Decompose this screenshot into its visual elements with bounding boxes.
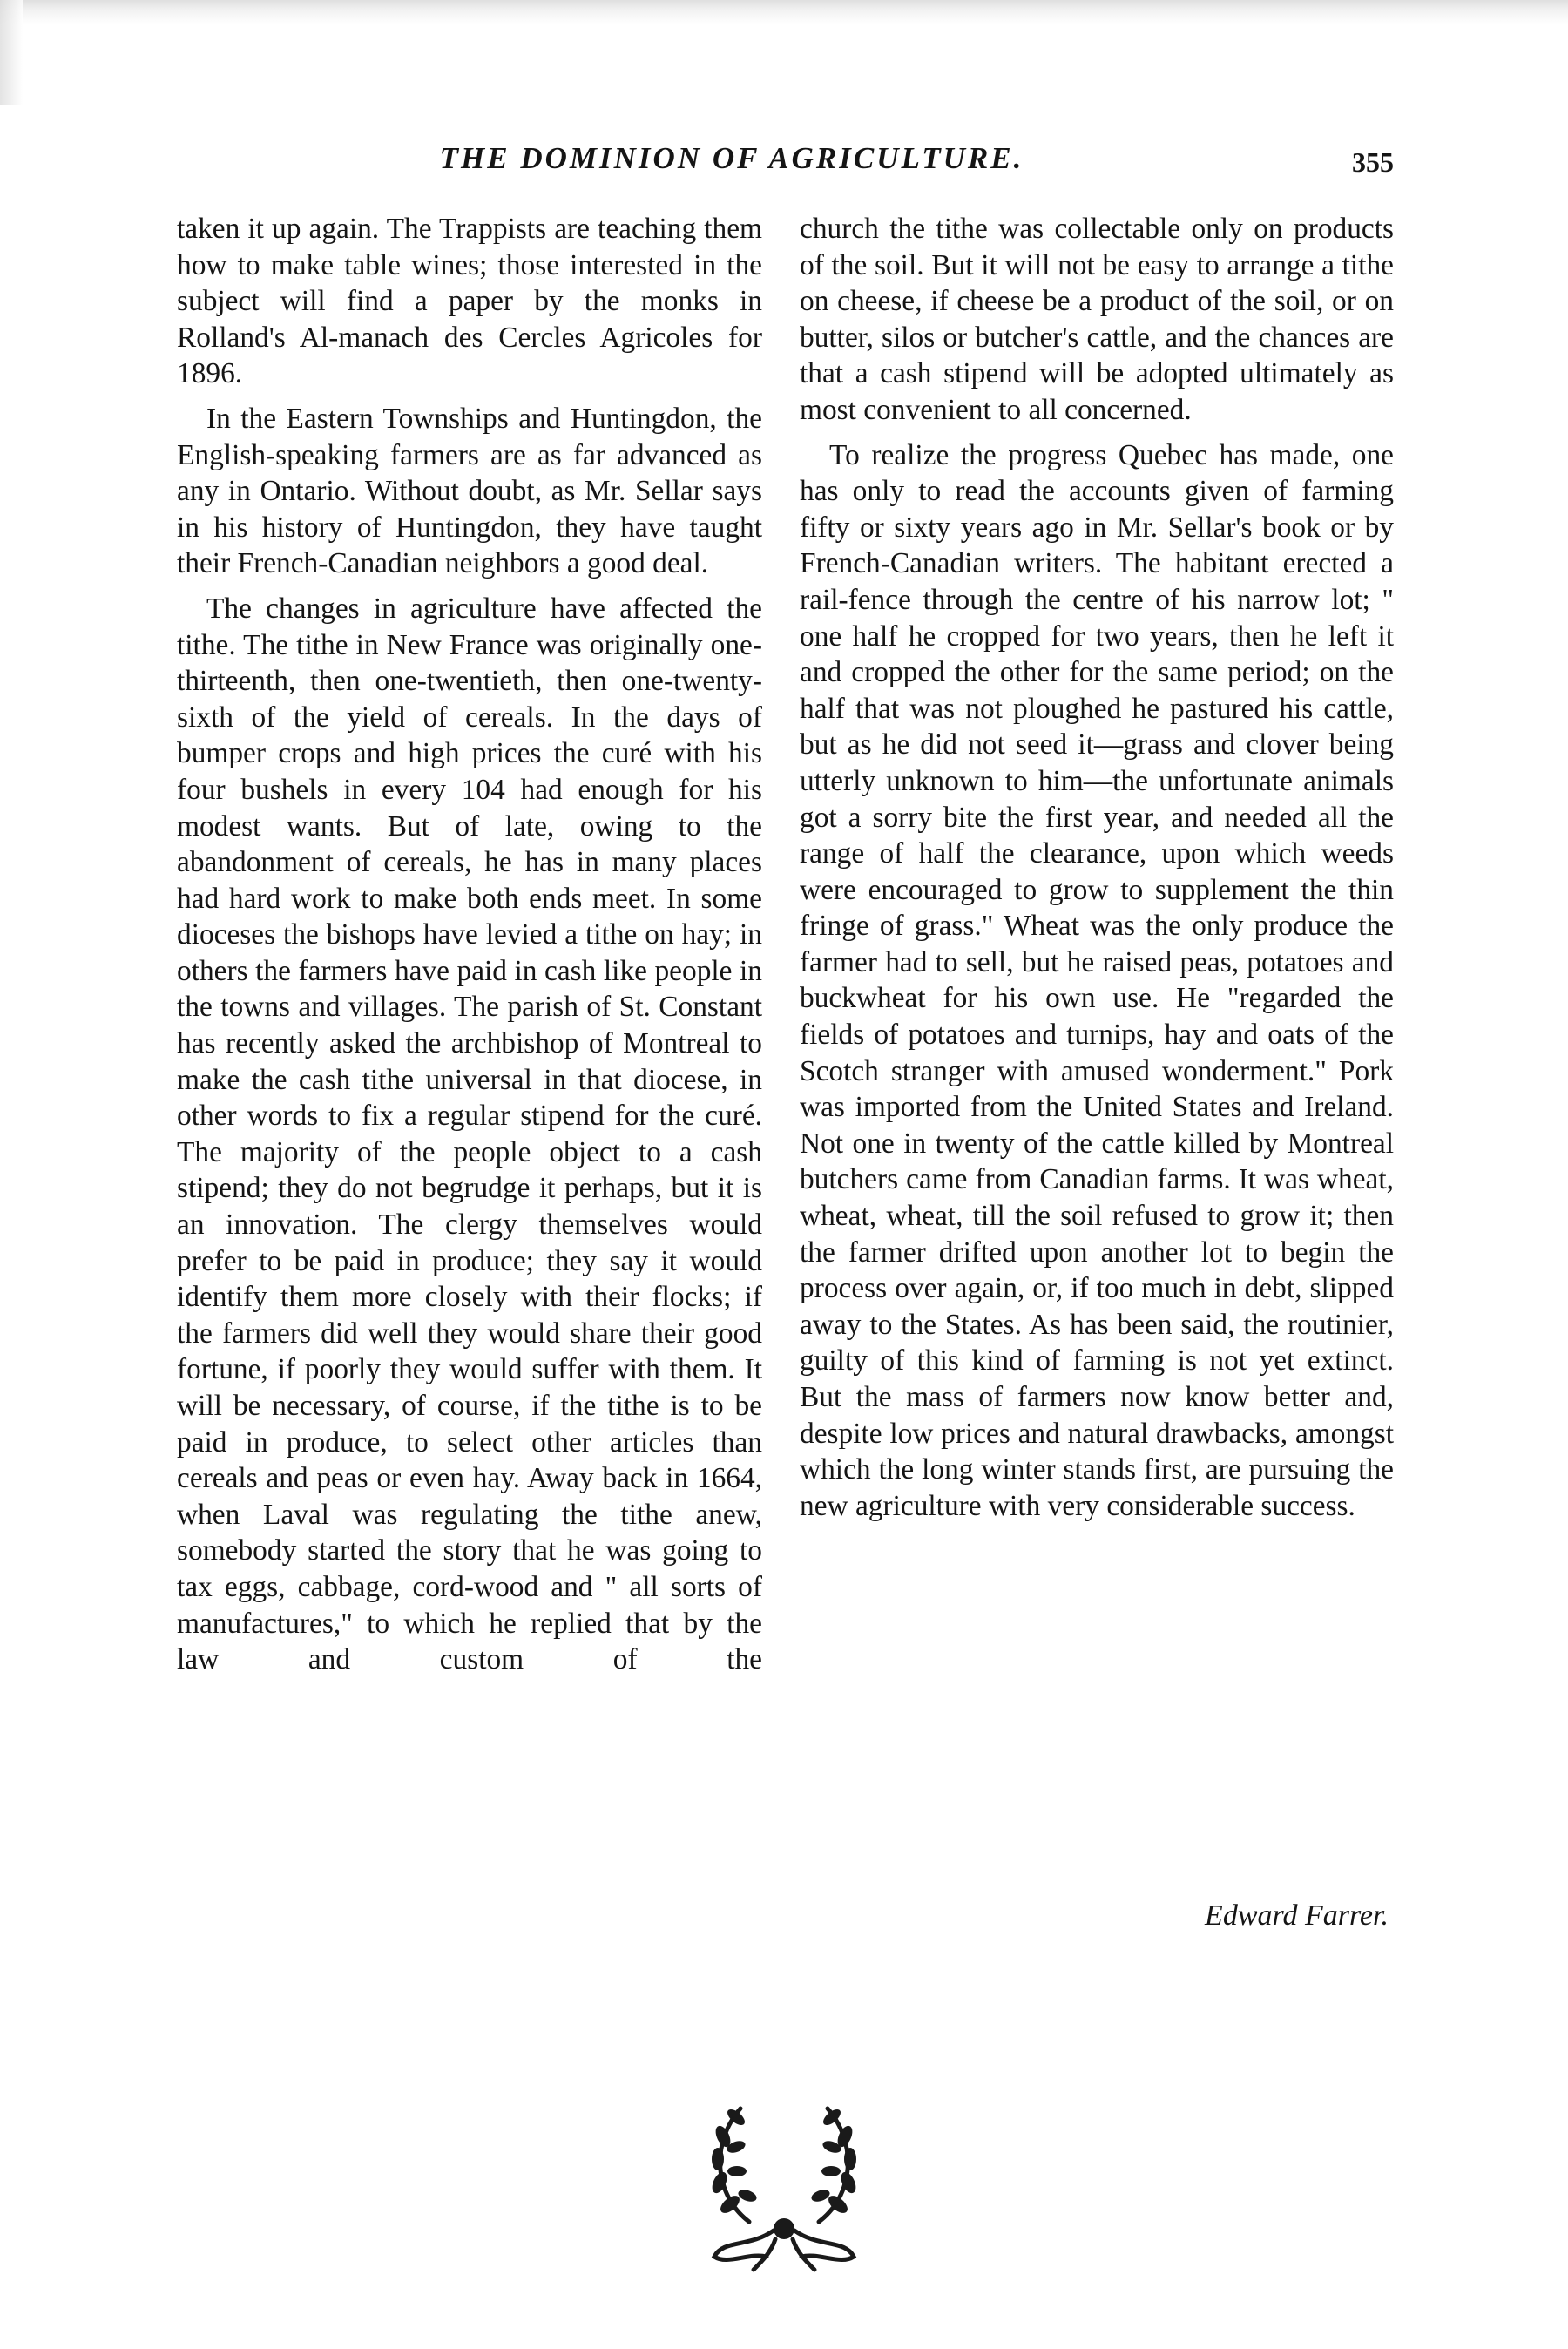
paragraph: To realize the progress Quebec has made, one has only to read the accounts given of farming fifty or sixty years ago in Mr. Sellar's book or by French-Canadian writers. The habitant erected a rail-fence through the centre of his narrow lot; " one half he cropped for two years, then he left it and cropped the other for the same period; on the half that was not ploughed he pastured his cattle, but as he did not seed it—grass and clover being utterly unknown to him—the unfortunate animals got a sorry bite the first year, and needed all the range of half the clearance, upon which weeds were encouraged to grow to supplement the thin fringe of grass." Wheat was the only produce the farmer had to sell, but he raised peas, potatoes and buckwheat for his own use. He "regarded the fields of potatoes and turnips, hay and oats of the Scotch stranger with amused wonderment." Pork was imported from the United States and Ireland. Not one in twenty of the cattle killed by Montreal butchers came from Canadian farms. It was wheat, wheat, wheat, till the soil refused to grow it; then the farmer drifted upon another lot to begin the process over again, or, if too much in debt, slipped away to the States. As has been said, the routinier, guilty of this kind of farming is not yet extinct. But the mass of farmers now know better and, despite low prices and natural drawbacks, amongst which the long winter stands first, are pursuing the new agriculture with very considerable success. xyxy=(800,438,1394,1522)
paragraph: church the tithe was collectable only on products of the soil. But it will not be easy to arrange a tithe on cheese, if cheese be a product of the soil, or on butter, silos or butcher's cattle, and the chances are that a cash stipend will be adopted ultimately as most convenient to all concerned. xyxy=(800,213,1394,426)
paragraph: taken it up again. The Trappists are teaching them how to make table wines; those interested in the subject will find a paper by the monks in Rolland's Al-manach des Cercles Agricoles for 1896. xyxy=(177,213,762,390)
left-column xyxy=(177,211,762,1678)
running-title: THE DOMINION OF AGRICULTURE. xyxy=(439,141,1024,175)
author-signature: Edward Farrer. xyxy=(1205,1899,1389,1932)
right-column xyxy=(800,211,1394,1524)
page-number: 355 xyxy=(1352,146,1394,178)
scan-left-edge xyxy=(0,0,23,105)
laurel-wreath-icon xyxy=(688,2074,880,2283)
paragraph: In the Eastern Townships and Huntingdon, the English-speaking farmers are as far advanced as any in Ontario. Without doubt, as Mr. Sellar says in his history of Huntingdon, they have taught their French-Canadian neighbors a good deal. xyxy=(177,402,762,580)
scan-top-edge xyxy=(0,0,1568,24)
paragraph: The changes in agriculture have affected the tithe. The tithe in New France was originally one-thirteenth, then one-twentieth, then one-twenty-sixth of the yield of cereals. In the days of bumper crops and high prices the curé with his four bushels in every 104 had enough for his modest wants. But of late, owing to the abandonment of cereals, he has in many places had hard work to make both ends meet. In some dioceses the bishops have levied a tithe on hay; in others the farmers have paid in cash like people in the towns and villages. The parish of St. Constant has recently asked the archbishop of Montreal to make the cash tithe universal in that diocese, in other words to fix a regular stipend for the curé. The majority of the people object to a cash stipend; they do not begrudge it perhaps, but it is an innovation. The clergy themselves would prefer to be paid in produce; they say it would identify them more closely with their flocks; if the farmers did well they would share their good fortune, if poorly they would suffer with them. It will be necessary, of course, if the tithe is to be paid in produce, to select other articles than cereals and peas or even hay. Away back in 1664, when Laval was regulating the tithe anew, somebody started the story that he was going to tax eggs, cabbage, cord-wood and " all sorts of manufactures," to which he replied that by the law and custom of the xyxy=(177,592,762,1676)
